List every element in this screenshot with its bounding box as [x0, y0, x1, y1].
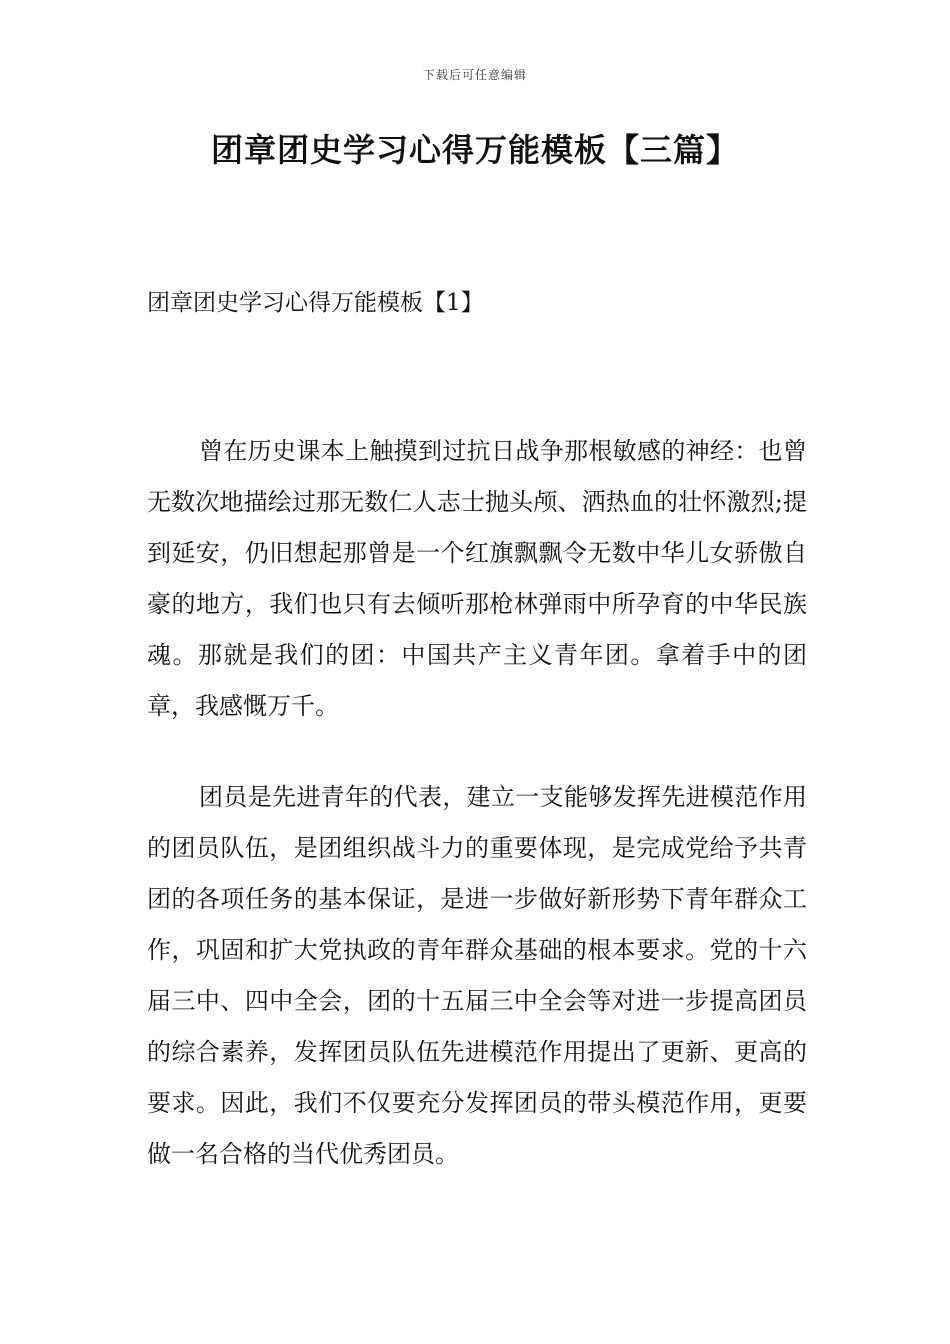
body-paragraph-2: 团员是先进青年的代表，建立一支能够发挥先进模范作用的团员队伍，是团组织战斗力的重要体现，是完成党给予共青团的各项任务的基本保证，是进一步做好新形势下青年群众工作，巩固和扩大党执政的青年群众基础的根本要求。党的十六届三中、四中全会，团的十五届三中全会等对进一步提高团员的综合素养，发挥团员队伍先进模范作用提出了更新、更高的要求。因此，我们不仅要充分发挥团员的带头模范作用，更要做一名合格的当代优秀团员。: [147, 783, 807, 1168]
section-heading: 团章团史学习心得万能模板【1】: [147, 290, 484, 316]
body-paragraph-1: 曾在历史课本上触摸到过抗日战争那根敏感的神经：也曾无数次地描绘过那无数仁人志士抛头颅、洒热血的壮怀激烈;提到延安，仍旧想起那曾是一个红旗飘飘令无数中华儿女骄傲自豪的地方，我们也只有去倾听那枪林弹雨中所孕育的中华民族魂。那就是我们的团：中国共产主义青年团。拿着手中的团章，我感慨万千。: [147, 437, 807, 720]
header-note: 下载后可任意编辑: [422, 68, 527, 82]
document-title: 团章团史学习心得万能模板【三篇】: [210, 131, 739, 169]
